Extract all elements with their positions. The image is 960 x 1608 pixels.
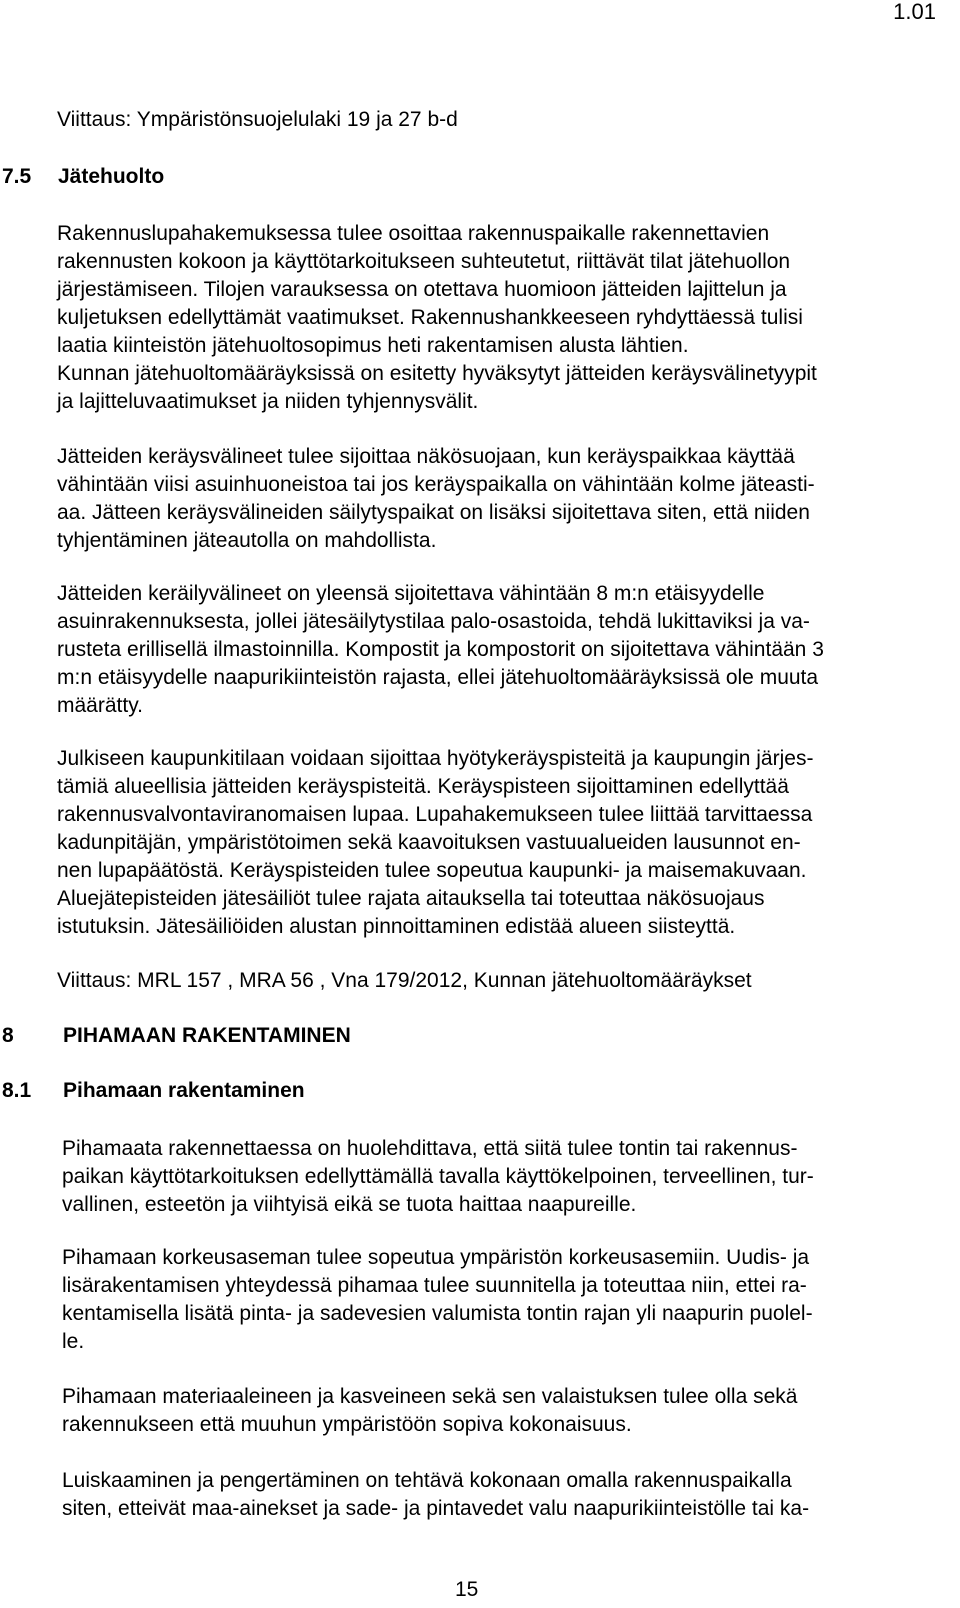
text-line: Aluejätepisteiden jätesäiliöt tulee rajata aitauksella tai toteuttaa näkösuojaus <box>57 887 765 910</box>
reference-environmental-law: Viittaus: Ympäristönsuojelulaki 19 ja 27 b-d <box>57 108 458 131</box>
section-title: Jätehuolto <box>58 165 165 188</box>
text-line: Jätteiden keräilyvälineet on yleensä sijoitettava vähintään 8 m:n etäisyydelle <box>57 582 765 605</box>
page-number: 15 <box>455 1578 479 1601</box>
text-line: lisärakentamisen yhteydessä pihamaa tulee suunnitella ja toteuttaa niin, ettei ra- <box>62 1274 807 1297</box>
text-line: paikan käyttötarkoituksen edellyttämällä tavalla käyttökelpoinen, terveellinen, tur- <box>62 1165 814 1188</box>
section-title: PIHAMAAN RAKENTAMINEN <box>63 1024 351 1047</box>
paragraph-public-collection-points <box>57 745 937 941</box>
text-line: Pihamaan korkeusaseman tulee sopeutua ympäristön korkeusasemiin. Uudis- ja <box>62 1246 810 1269</box>
section-number: 8.1 <box>2 1079 32 1102</box>
paragraph-yard-materials <box>62 1383 942 1439</box>
paragraph-embankment <box>62 1467 942 1523</box>
text-line: Pihamaata rakennettaessa on huolehdittava, että siitä tulee tontin tai rakennus- <box>62 1137 798 1160</box>
text-line: Luiskaaminen ja pengertäminen on tehtävä kokonaan omalla rakennuspaikalla <box>62 1469 792 1492</box>
text-line: kuljetuksen edellyttämät vaatimukset. Rakennushankkeeseen ryhdyttäessä tulisi <box>57 306 803 329</box>
text-line: Kunnan jätehuoltomääräyksissä on esitetty hyväksytyt jätteiden keräysvälinetyypit <box>57 362 817 385</box>
text-line: istutuksin. Jätesäiliöiden alustan pinnoittaminen edistää alueen siisteyttä. <box>57 915 736 938</box>
text-line: nen lupapäätöstä. Keräyspisteiden tulee sopeutua kaupunki- ja maisemakuvaan. <box>57 859 807 882</box>
text-line: vähintään viisi asuinhuoneistoa tai jos keräyspaikalla on vähintään kolme jäteasti- <box>57 473 815 496</box>
paragraph-collection-distance <box>57 580 937 720</box>
text-line: Julkiseen kaupunkitilaan voidaan sijoittaa hyötykeräyspisteitä ja kaupungin järjes- <box>57 747 814 770</box>
text-line: tämiä alueellisia jätteiden keräyspisteitä. Keräyspisteen sijoittaminen edellyttää <box>57 775 789 798</box>
paragraph-yard-elevation <box>62 1244 942 1356</box>
section-number: 7.5 <box>2 165 32 188</box>
text-line: järjestämiseen. Tilojen varauksessa on otettava huomioon jätteiden lajittelun ja <box>57 278 787 301</box>
text-line: ja lajitteluvaatimukset ja niiden tyhjennysvälit. <box>57 390 479 413</box>
text-line: rakennukseen että muuhun ympäristöön sopiva kokonaisuus. <box>62 1413 632 1436</box>
text-line: le. <box>62 1330 85 1353</box>
text-line: Rakennuslupahakemuksessa tulee osoittaa rakennuspaikalle rakennettavien <box>57 222 770 245</box>
section-number: 8 <box>2 1024 14 1047</box>
section-title: Pihamaan rakentaminen <box>63 1079 305 1102</box>
text-line: rakennusten kokoon ja käyttötarkoitukseen suhteutetut, riittävät tilat jätehuollon <box>57 250 791 273</box>
text-line: rakennusvalvontaviranomaisen lupaa. Lupahakemukseen tulee liittää tarvittaessa <box>57 803 813 826</box>
text-line: kentamisella lisätä pinta- ja sadevesien valumista tontin rajan yli naapurin puolel- <box>62 1302 813 1325</box>
text-line: tyhjentäminen jäteautolla on mahdollista. <box>57 529 437 552</box>
text-line: aa. Jätteen keräysvälineiden säilytyspaikat on lisäksi sijoitettava siten, että niiden <box>57 501 810 524</box>
paragraph-waste-facilities <box>57 220 937 416</box>
text-line: laatia kiinteistön jätehuoltosopimus heti rakentamisen alusta lähtien. <box>57 334 689 357</box>
section-heading-8-1 <box>2 1078 305 1104</box>
paragraph-collection-screening <box>57 443 937 555</box>
text-line: rusteta erillisellä ilmastoinnilla. Kompostit ja kompostorit on sijoitettava vähintään 3 <box>57 638 824 661</box>
text-line: Jätteiden keräysvälineet tulee sijoittaa näkösuojaan, kun keräyspaikkaa käyttää <box>57 445 795 468</box>
text-line: siten, etteivät maa-ainekset ja sade- ja pintavedet valu naapurikiinteistölle tai ka- <box>62 1497 810 1520</box>
text-line: kadunpitäjän, ympäristötoimen sekä kaavoituksen vastuualueiden lausunnot en- <box>57 831 801 854</box>
reference-building-law: Viittaus: MRL 157 , MRA 56 , Vna 179/2012, Kunnan jätehuoltomääräykset <box>57 969 752 992</box>
text-line: Pihamaan materiaaleineen ja kasveineen sekä sen valaistuksen tulee olla sekä <box>62 1385 798 1408</box>
section-heading-7-5 <box>2 164 164 190</box>
text-line: m:n etäisyydelle naapurikiinteistön rajasta, ellei jätehuoltomääräyksissä ole muuta <box>57 666 819 689</box>
text-line: asuinrakennuksesta, jollei jätesäilytystilaa palo-osastoida, tehdä lukittaviksi ja va- <box>57 610 810 633</box>
text-line: määrätty. <box>57 694 143 717</box>
text-line: vallinen, esteetön ja viihtyisä eikä se tuota haittaa naapureille. <box>62 1193 637 1216</box>
paragraph-yard-construction <box>62 1135 942 1219</box>
section-heading-8 <box>2 1023 351 1049</box>
page-corner-number: 1.01 <box>893 0 936 24</box>
